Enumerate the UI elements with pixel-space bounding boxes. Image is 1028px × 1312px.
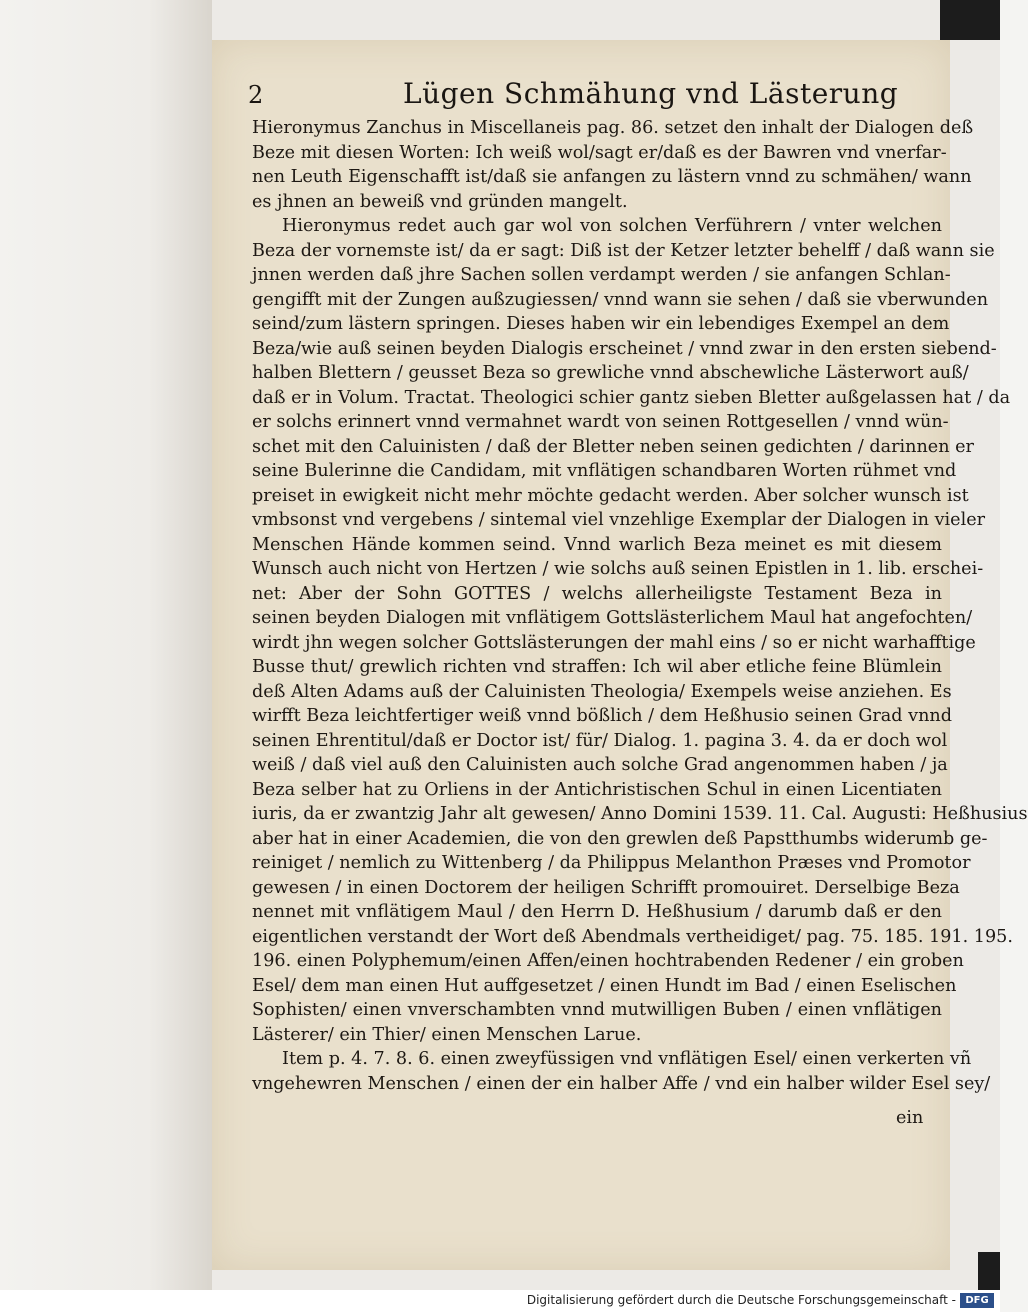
- text-line: Esel/ dem man einen Hut auffgesetzet / einen Hundt im Bad / einen Eselischen: [252, 975, 957, 996]
- body-text: [252, 116, 1028, 1096]
- text-line: seine Bulerinne die Candidam, mit vnflätigen schandbaren Worten rühmet vnd: [252, 461, 957, 481]
- text-line: Wunsch auch nicht von Hertzen / wie solchs auß seinen Epistlen in 1. lib. erschei-: [252, 559, 984, 579]
- text-line: wirdt jhn wegen solcher Gottslästerungen der mahl eins / so er nicht warhafftige: [252, 632, 976, 653]
- text-line: 196. einen Polyphemum/einen Affen/einen hochtrabenden Redener / ein groben: [252, 951, 964, 971]
- text-line: weiß / daß viel auß den Caluinisten auch solche Grad angenommen haben / ja: [252, 755, 948, 775]
- text-line: deß Alten Adams auß der Caluinisten Theologia/ Exempels weise anziehen. Es: [252, 681, 952, 702]
- text-line: iuris, da er zwantzig Jahr alt gewesen/ Anno Domini 1539. 11. Cal. Augusti: Heßhusius: [252, 804, 1028, 824]
- dfg-logo: DFG: [960, 1293, 994, 1308]
- text-line: Beze mit diesen Worten: Ich weiß wol/sagt er/daß es der Bawren vnd vnerfar-: [252, 142, 947, 163]
- text-line: halben Blettern / geusset Beza so grewliche vnnd abschewliche Lästerwort auß/: [252, 363, 969, 383]
- text-line: gewesen / in einen Doctorem der heiligen Schrifft promouiret. Derselbige Beza: [252, 877, 960, 898]
- text-line: Sophisten/ einen vnverschambten vnnd mutwilligen Buben / einen vnflätigen: [252, 1000, 942, 1020]
- running-title: Lügen Schmähung vnd Lästerung: [403, 77, 899, 110]
- page-header: [248, 77, 958, 117]
- text-line: nennet mit vnflätigem Maul / den Herrn D. Heßhusium / darumb daß er den: [252, 902, 942, 922]
- text-line: seind/zum lästern springen. Dieses haben wir ein lebendiges Exempel an dem: [252, 314, 950, 334]
- text-line: seinen beyden Dialogen mit vnflätigem Gottslästerlichem Maul hat angefochten/: [252, 608, 973, 628]
- text-line: aber hat in einer Academien, die von den grewlen deß Papstthumbs widerumb ge-: [252, 828, 988, 849]
- text-line: jnnen werden daß jhre Sachen sollen verdampt werden / sie anfangen Schlan-: [252, 265, 951, 285]
- text-line: nen Leuth Eigenschafft ist/daß sie anfangen zu lästern vnnd zu schmähen/ wann: [252, 167, 972, 187]
- funding-credit: Digitalisierung gefördert durch die Deutsche Forschungsgemeinschaft -: [526, 1293, 956, 1307]
- text-line: vmbsonst vnd vergebens / sintemal viel vnzehlige Exemplar der Dialogen in vieler: [252, 510, 986, 530]
- scan-corner-top: [940, 0, 1000, 40]
- text-line: daß er in Volum. Tractat. Theologici schier gantz sieben Bletter außgelassen hat / da: [252, 387, 1011, 408]
- footer-bar: [0, 1290, 1000, 1312]
- text-line: Busse thut/ grewlich richten vnd straffen: Ich wil aber etliche feine Blümlein: [252, 657, 942, 677]
- text-line: vngehewren Menschen / einen der ein halber Affe / vnd ein halber wilder Esel sey/: [252, 1073, 991, 1094]
- text-line: Hieronymus Zanchus in Miscellaneis pag. 86. setzet den inhalt der Dialogen deß: [252, 118, 974, 138]
- text-line: net: Aber der Sohn GOTTES / welchs allerheiligste Testament Beza in: [252, 583, 942, 604]
- text-line: Beza selber hat zu Orliens in der Antichristischen Schul in einen Licentiaten: [252, 779, 942, 800]
- scan-corner-bottom: [978, 1252, 1000, 1290]
- text-line: Beza/wie auß seinen beyden Dialogis erscheinet / vnnd zwar in den ersten siebend-: [252, 338, 997, 359]
- text-line: er solchs erinnert vnnd vermahnet wardt von seinen Rottgesellen / vnnd wün-: [252, 412, 949, 432]
- text-line: Beza der vornemste ist/ da er sagt: Diß ist der Ketzer letzter behelff / daß wann sie: [252, 240, 995, 261]
- text-line: reiniget / nemlich zu Wittenberg / da Philippus Melanthon Præses vnd Promotor: [252, 853, 971, 873]
- text-line: schet mit den Caluinisten / daß der Bletter neben seinen gedichten / darinnen er: [252, 436, 974, 457]
- text-line: Item p. 4. 7. 8. 6. einen zweyfüssigen vnd vnflätigen Esel/ einen verkerten vñ: [282, 1049, 972, 1069]
- text-line: es jhnen an beweiß vnd gründen mangelt.: [252, 191, 628, 212]
- text-line: Menschen Hände kommen seind. Vnnd warlich Beza meinet es mit diesem: [252, 534, 942, 555]
- page-number: 2: [248, 81, 264, 109]
- text-line: Lästerer/ ein Thier/ einen Menschen Larue.: [252, 1024, 642, 1045]
- text-line: seinen Ehrentitul/daß er Doctor ist/ für/ Dialog. 1. pagina 3. 4. da er doch wol: [252, 730, 948, 751]
- facing-page-edge: [0, 0, 212, 1290]
- text-line: wirfft Beza leichtfertiger weiß vnnd bößlich / dem Heßhusio seinen Grad vnnd: [252, 706, 953, 726]
- text-line: eigentlichen verstandt der Wort deß Abendmals vertheidiget/ pag. 75. 185. 191. 195.: [252, 926, 1013, 947]
- text-line: Hieronymus redet auch gar wol von solchen Verführern / vnter welchen: [282, 216, 942, 236]
- text-line: gengifft mit der Zungen außzugiessen/ vnnd wann sie sehen / daß sie vberwunden: [252, 289, 989, 310]
- catchword: ein: [896, 1108, 924, 1128]
- text-line: preiset in ewigkeit nicht mehr möchte gedacht werden. Aber solcher wunsch ist: [252, 485, 969, 506]
